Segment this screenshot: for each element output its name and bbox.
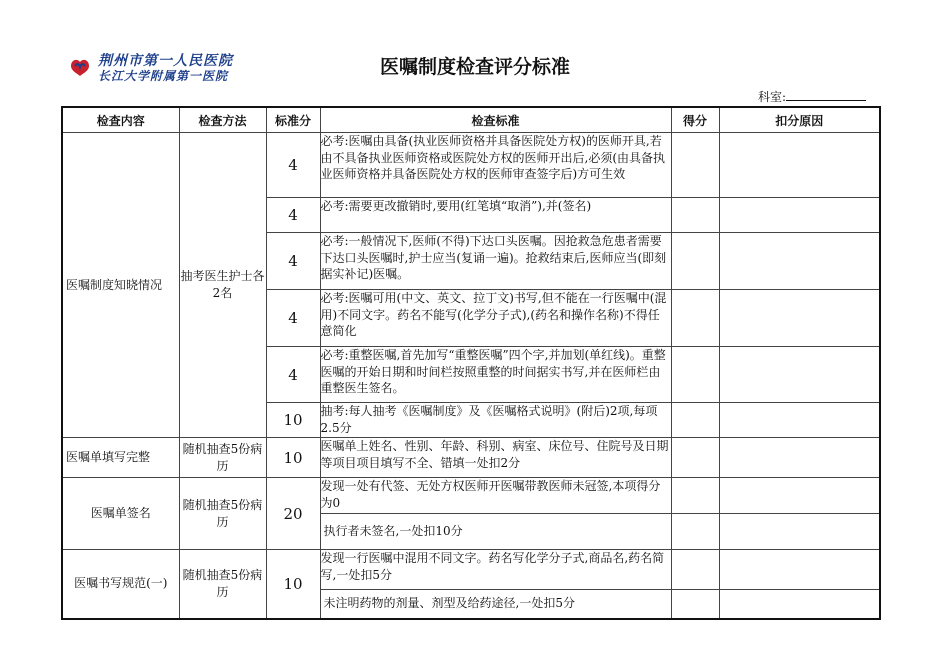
deduction-reason-cell[interactable]: [719, 550, 880, 590]
deduction-reason-cell[interactable]: [719, 133, 880, 198]
column-header: 检查内容: [62, 107, 179, 133]
standard-score: 4: [266, 233, 320, 290]
score-cell[interactable]: [671, 198, 719, 233]
score-cell[interactable]: [671, 133, 719, 198]
check-standard: 必考:医嘱由具备(执业医师资格并具备医院处方权)的医师开具,若由不具备执业医师资格或医院处方权的医师开出后,必须(由具备执业医师资格并具备医院处方权的医师审查签字后)方可生效: [320, 133, 671, 198]
standard-score: 10: [266, 550, 320, 619]
deduction-reason-cell[interactable]: [719, 198, 880, 233]
table-row: [62, 550, 880, 590]
column-header: 检查方法: [179, 107, 266, 133]
standard-score: 4: [266, 290, 320, 347]
scoring-table: [61, 106, 881, 620]
deduction-reason-cell[interactable]: [719, 347, 880, 403]
check-standard: 抽考:每人抽考《医嘱制度》及《医嘱格式说明》(附后)2项,每项2.5分: [320, 403, 671, 438]
deduction-reason-cell[interactable]: [719, 514, 880, 550]
score-cell[interactable]: [671, 478, 719, 514]
department-field: [758, 88, 866, 105]
item-content: 医嘱单签名: [62, 478, 179, 550]
column-header: 扣分原因: [719, 107, 880, 133]
check-standard: 发现一处有代签、无处方权医师开医嘱带教医师未冠签,本项得分为0: [320, 478, 671, 514]
score-cell[interactable]: [671, 233, 719, 290]
deduction-reason-cell[interactable]: [719, 478, 880, 514]
deduction-reason-cell[interactable]: [719, 290, 880, 347]
table-row: [62, 478, 880, 514]
standard-score: 4: [266, 198, 320, 233]
column-header: 检查标准: [320, 107, 671, 133]
standard-score: 20: [266, 478, 320, 550]
standard-score: 10: [266, 438, 320, 478]
check-standard: 执行者未签名,一处扣10分: [320, 514, 671, 550]
table-row: [62, 133, 880, 198]
score-cell[interactable]: [671, 290, 719, 347]
score-cell[interactable]: [671, 347, 719, 403]
logo-hospital-name: 荆州市第一人民医院: [98, 53, 233, 69]
score-cell[interactable]: [671, 403, 719, 438]
standard-score: 4: [266, 133, 320, 198]
item-content: 医嘱单填写完整: [62, 438, 179, 478]
deduction-reason-cell[interactable]: [719, 438, 880, 478]
check-standard: 必考:医嘱可用(中文、英文、拉丁文)书写,但不能在一行医嘱中(混用)不同文字。药名不能写(化学分子式),(药名和操作名称)不得任意简化: [320, 290, 671, 347]
department-label: 科室:: [758, 90, 787, 104]
deduction-reason-cell[interactable]: [719, 403, 880, 438]
check-method: 随机抽查5份病历: [179, 550, 266, 619]
item-content: 医嘱制度知晓情况: [62, 133, 179, 438]
score-cell[interactable]: [671, 550, 719, 590]
standard-score: 4: [266, 347, 320, 403]
check-standard: 未注明药物的剂量、剂型及给药途径,一处扣5分: [320, 590, 671, 619]
table-header-row: [62, 107, 880, 133]
score-cell[interactable]: [671, 590, 719, 619]
deduction-reason-cell[interactable]: [719, 590, 880, 619]
column-header: 标准分: [266, 107, 320, 133]
check-standard: 发现一行医嘱中混用不同文字。药名写化学分子式,商品名,药名简写,一处扣5分: [320, 550, 671, 590]
check-standard: 必考:需要更改撤销时,要用(红笔填“取消”),并(签名): [320, 198, 671, 233]
item-content: 医嘱书写规范(一): [62, 550, 179, 619]
check-standard: 医嘱单上姓名、性别、年龄、科别、病室、床位号、住院号及日期等项目项目填写不全、错填一处扣2分: [320, 438, 671, 478]
check-method: 抽考医生护士各2名: [179, 133, 266, 438]
score-cell[interactable]: [671, 438, 719, 478]
score-cell[interactable]: [671, 514, 719, 550]
check-method: 随机抽查5份病历: [179, 478, 266, 550]
logo-affiliation: 长江大学附属第一医院: [98, 69, 229, 83]
department-blank-line[interactable]: [786, 88, 866, 101]
page-title: 医嘱制度检查评分标准: [379, 56, 570, 78]
check-standard: 必考:重整医嘱,首先加写“重整医嘱”四个字,并加划(单红线)。重整医嘱的开始日期和时间栏按照重整的时间据实书写,并在医师栏由重整医生签名。: [320, 347, 671, 403]
column-header: 得分: [671, 107, 719, 133]
deduction-reason-cell[interactable]: [719, 233, 880, 290]
standard-score: 10: [266, 403, 320, 438]
table-row: [62, 438, 880, 478]
check-standard: 必考:一般情况下,医师(不得)下达口头医嘱。因抢救急危患者需要下达口头医嘱时,护士应当(复诵一遍)。抢救结束后,医师应当(即刻据实补记)医嘱。: [320, 233, 671, 290]
check-method: 随机抽查5份病历: [179, 438, 266, 478]
